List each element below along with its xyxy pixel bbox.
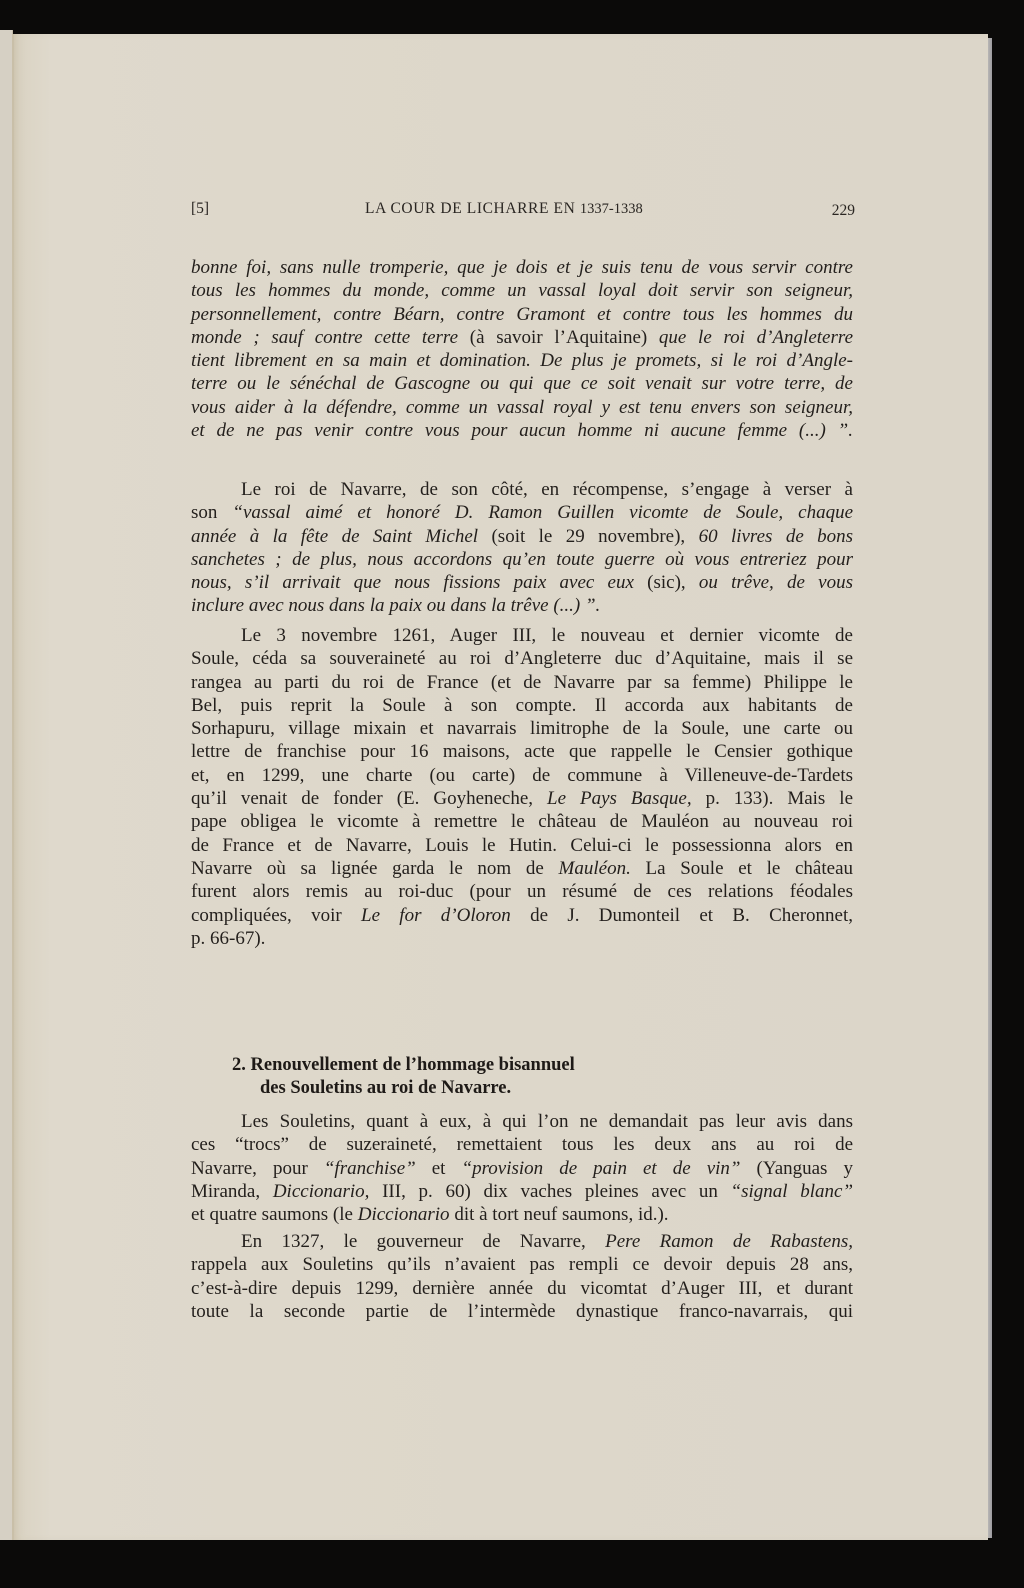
text-line: bonne foi, sans nulle tromperie, que je dois et je suis tenu de vous servir contre xyxy=(191,257,853,278)
running-title: LA COUR DE LICHARRE EN 1337-1338 xyxy=(365,200,643,217)
page-stack-edge xyxy=(988,38,992,1538)
page-gutter xyxy=(12,34,14,1540)
text-line: tient librement en sa main et domination. De plus je promets, si le roi d’Angle- xyxy=(191,350,853,372)
quote-block xyxy=(191,256,853,442)
text-line: tous les hommes du monde, comme un vassal loyal doit servir son seigneur, xyxy=(191,280,853,302)
section-heading: 2. Renouvellement de l’hommage bisannuel des Souletins au roi de Navarre. xyxy=(232,1055,575,1098)
text-line: vous aider à la défendre, comme un vassal royal y est tenu envers son seigneur, xyxy=(191,396,853,418)
text-line: personnellement, contre Béarn, contre Gramont et contre tous les hommes du xyxy=(191,303,853,325)
text-line: terre ou le sénéchal de Gascogne ou qui que ce soit venait sur votre terre, de xyxy=(191,373,853,395)
paragraph-navarre-reward: Le roi de Navarre, de son côté, en récompense, s’engage à verser à son “vassal aimé et honoré D. Ramon Guillen vicomte de Soule, chaque année à la fête de Saint Michel (soit le 29 novembre), 60 livres de bons sanchetes ; de plus, nous accordons qu’en toute guerre où vous entreriez pour nous, s’il arrivait que nous fissions paix avec eux (sic), ou trêve, de vous inclure avec nous dans la paix ou dans la trêve (...) ”. xyxy=(191,479,854,617)
running-head xyxy=(191,200,855,224)
text-line: monde ; sauf contre cette terre (à savoir l’Aquitaine) que le roi d’Angleterre xyxy=(191,326,853,348)
text-line: et de ne pas venir contre vous pour aucun homme ni aucune femme (...) ”. xyxy=(191,420,853,442)
section-marker: [5] xyxy=(191,200,210,217)
paragraph-governor-1327: En 1327, le gouverneur de Navarre, Pere Ramon de Rabastens, rappela aux Souletins qu’ils n’avaient pas rempli ce devoir depuis 28 ans, c’est-à-dire depuis 1299, dernière année du vicomtat d’Auger III, et durant toute la seconde partie de l’intermède dynastique franco-navarrais, qui xyxy=(191,1231,854,1322)
paragraph-auger-iii: Le 3 novembre 1261, Auger III, le nouveau et dernier vicomte de Soule, céda sa souveraineté au roi d’Angleterre duc d’Aquitaine, mais il se rangea au parti du roi de France (et de Navarre par sa femme) Philippe le Bel, puis reprit la Soule à son compte. Il accorda aux habitants de Sorhapuru, village mixain et navarrais limitrophe de la Soule, une carte ou lettre de franchise pour 16 maisons, acte que rappelle le Censier gothique et, en 1299, une charte (ou carte) de commune à Villeneuve-de-Tardets qu’il venait de fonder (E. Goyheneche, Le Pays Basque, p. 133). Mais le pape obligea le vicomte à remettre le château de Mauléon au nouveau roi de France et de Navarre, Louis le Hutin. Celui-ci le possessionna alors en Navarre où sa lignée garda le nom de Mauléon. La Soule et le château furent alors remis au roi-duc (pour un résumé de ces relations féodales compliquées, voir Le for d’Oloron de J. Dumonteil et B. Cheronnet, p. 66-67). xyxy=(191,625,854,949)
page-number: 229 xyxy=(831,202,855,219)
paragraph-souletins-tribute: Les Souletins, quant à eux, à qui l’on ne demandait pas leur avis dans ces “trocs” de suzeraineté, remettaient tous les deux ans au roi de Navarre, pour “franchise” et “provision de pain et de vin” (Yanguas y Miranda, Diccionario, III, p. 60) dix vaches pleines avec un “signal blanc” et quatre saumons (le Diccionario dit à tort neuf saumons, id.). xyxy=(191,1111,854,1226)
